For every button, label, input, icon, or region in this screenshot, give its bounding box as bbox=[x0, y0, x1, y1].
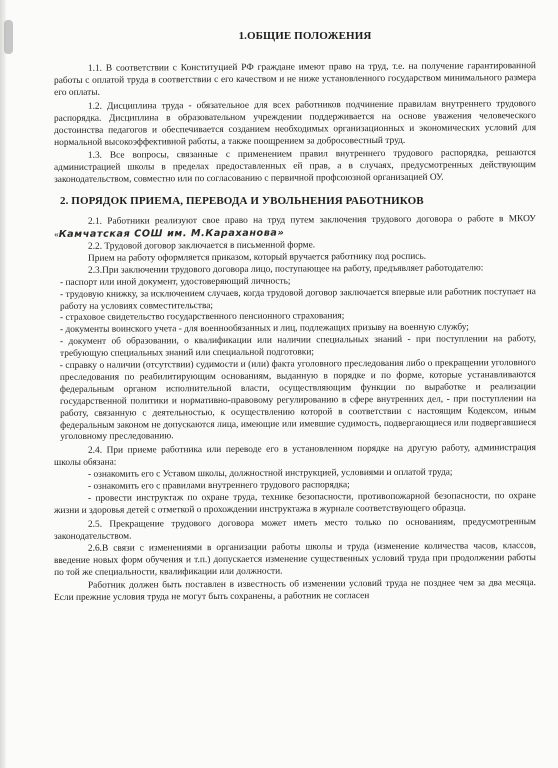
list-item-education-doc: - документ об образовании, о квалификации или наличии специальных знаний - при поступлении на работу, требующую специальных знаний или специальной подготовки; bbox=[59, 334, 536, 359]
list-item-passport: - паспорт или иной документ, удостоверяющий личность; bbox=[59, 276, 291, 288]
paragraph-2-4: 2.4. При приеме работника или переводе его в установленном порядке на другую работу, администрация школы обязана: bbox=[54, 443, 536, 469]
list-item-rules: - ознакомить его с правилами внутреннего трудового распорядка; bbox=[87, 480, 350, 492]
scan-edge-shadow bbox=[0, 0, 6, 768]
paragraph-1-3: 1.3. Все вопросы, связанные с применением правил внутреннего трудового распорядка, решаются администрацией школы в пределах предоставленных ей прав, а в случаях, предусмотренных действующим законодательством, совместно или по согласованию с первичной профсоюзной организацией ОУ. bbox=[53, 148, 537, 186]
section-1-title: 1.ОБЩИЕ ПОЛОЖЕНИЯ bbox=[238, 30, 372, 42]
list-item-work-book: - трудовую книжку, за исключением случаев, когда трудовой договор заключается впервые или работник поступает на работу на условиях совместительства; bbox=[59, 286, 536, 312]
list-item-charter: - ознакомить его с Уставом школы, должностной инструкцией, условиями и оплатой труда; bbox=[87, 467, 453, 480]
paragraph-1-1: 1.1. В соответствии с Конституцией РФ граждане имеют право на труд, т.е. на получение гарантированной работы с оплатой труда в соответствии с его качеством и не ниже установленного государством минимального размера его оплаты. bbox=[53, 61, 537, 98]
handwritten-school-name: Камчатская СОШ им. М.Караханова» bbox=[58, 227, 285, 240]
paragraph-2-2: 2.2. Трудовой договор заключается в письменной форме. bbox=[87, 240, 316, 252]
list-item-briefing: - провести инструктаж по охране труда, технике безопасности, противопожарной безопасности, по охране жизни и здоровья детей с отметкой о прохождении инструктажа в журнале соответствующего образца. bbox=[54, 490, 536, 516]
scan-binder-mark bbox=[4, 20, 13, 54]
list-item-pension-certificate: - страховое свидетельство государственного пенсионного страхования; bbox=[59, 311, 345, 324]
paragraph-2-6: 2.6.В связи с изменениями в организации работы школы и труда (изменение количества часов, классов, введение новых форм обучения и т.п.) допускается изменение существенных условий труда при продолжении работы по той же специальности, квалификации или должности. bbox=[53, 540, 537, 578]
paragraph-2-2b: Прием на работу оформляется приказом, который вручается работнику под роспись. bbox=[87, 251, 427, 264]
section-2-title: 2. ПОРЯДОК ПРИЕМА, ПЕРЕВОДА И УВОЛЬНЕНИЯ РАБОТНИКОВ bbox=[60, 195, 424, 208]
list-item-military-docs: - документы воинского учета - для военнообязанных и лиц, подлежащих призыву на военную службу; bbox=[59, 322, 469, 336]
paragraph-1-2: 1.2. Дисциплина труда - обязательное для всех работников подчинение правилам внутреннего трудового распорядка. Дисциплина в образовательном учреждении поддерживается на основе уважения человеческого достоинства педагогов и обеспечивается созданием необходимых организационных и экономических условий для нормальной высокоэффективной работы, а также поощрением за добросовестный труд. bbox=[53, 98, 537, 148]
paragraph-2-1 bbox=[54, 214, 536, 242]
paragraph-2-1-text: 2.1. Работники реализуют свое право на труд путем заключения трудового договора о работе в МКОУ « bbox=[54, 214, 536, 240]
paragraph-2-7: Работник должен быть поставлен в известность об изменении условий труда не позднее чем за два месяца. Если прежние условия труда не могут быть сохранены, а работник не согласен bbox=[54, 578, 536, 604]
paragraph-2-5: 2.5. Прекращение трудового договора может иметь место только по основаниям, предусмотренным законодательством. bbox=[54, 516, 536, 542]
paragraph-2-3: 2.3.При заключении трудового договора лицо, поступающее на работу, предъявляет работодателю: bbox=[87, 263, 484, 276]
list-item-criminal-record: - справку о наличии (отсутствии) судимости и (или) факта уголовного преследования либо о прекращении уголовного преследования по реабилитирующим основаниям, выданную в порядке и по форме, которые устанавливаются федеральным органом исполнительной власти, осуществляющим функции по выработке и реализации государственной политики и нормативно-правовому регулированию в сфере внутренних дел, - при поступлении на работу, связанную с деятельностью, к осуществлению которой в соответствии с настоящим Кодексом, иным федеральным законом не допускаются лица, имеющие или имевшие судимость, подвергающиеся или подвергавшиеся уголовному преследованию. bbox=[59, 357, 537, 443]
